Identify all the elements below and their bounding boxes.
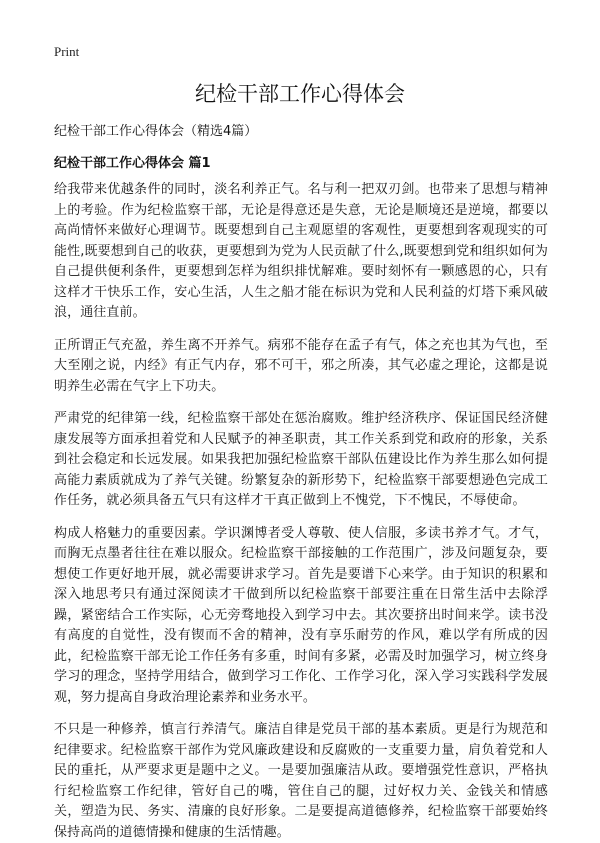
paragraph: 不只是一种修养，慎言行养清气。廉洁自律是党员干部的基本素质。更是行为规范和纪律要求。纪检监察干部作为党风廉政建设和反腐败的一支重要力量，肩负着党和人民的重托，从严要求更是题中之义。一是要加强廉洁从政。要增强党性意识，严格执行纪检监察工作纪律，管好自己的嘴，管住自己的腿，过好权力关、金钱关和情感关，塑造为民、务实、清廉的良好形象。二是要提高道德修养，纪检监察干部要始终保持高尚的道德情操和健康的生活情趣。 [54,722,548,840]
paragraph: 构成人格魅力的重要因素。学识渊博者受人尊敬、使人信服，多读书养才气。才气，而胸无点墨者往往在难以服众。纪检监察干部接触的工作范围广，涉及问题复杂，要想使工作更好地开展，就必需要讲求学习。首先是要谱下心来学。由于知识的积累和深入地思考只有通过深阅读才干做到所以纪检监察干部要注重在日常生活中去除浮躁，紧密结合工作实际，心无旁骛地投入到学习中去。其次要挤出时间来学。读书没有高度的自觉性，没有锲而不舍的精神，没有享乐耐劳的作风，难以学有所成的因此，纪检监察干部无论工作任务有多重，时间有多紧，必需及时加强学习，树立终身学习的理念，坚持学用结合，做到学习工作化、工作学习化，深入学习实践科学发展观，努力提高自身政治理论素养和业务水平。 [54,525,548,705]
document-subtitle: 纪检干部工作心得体会（精选4篇） [54,124,258,139]
paragraph: 给我带来优越条件的同时，淡名利养正气。名与利一把双刃剑。也带来了思想与精神上的考验。作为纪检监察干部，无论是得意还是失意，无论是顺境还是逆境，都要以高尚情怀来做好心理调节。既要想到自己主观愿望的客观性，更要想到客观现实的可能性,既要想到自己的收获，更要想到为党为人民贡献了什么,既要想到党和组织如何为自己提供便利条件，更要想到怎样为组织排忧解难。要时刻怀有一颗感恩的心，只有这样才干快乐工作，安心生活，人生之船才能在标识为党和人民利益的灯塔下乘风破浪，通往直前。 [54,182,548,320]
print-link[interactable]: Print [54,44,80,59]
article-body [54,180,548,840]
paragraph: 严肃党的纪律第一线，纪检监察干部处在惩治腐败。维护经济秩序、保证国民经济健康发展等方面承担着党和人民赋予的神圣职责，其工作关系到党和政府的形象，关系到社会稳定和长远发展。如果我把加强纪检监察干部队伍建设比作为养生那么如何提高能力素质就成为了养气关键。纷繁复杂的新形势下，纪检监察干部要想逊色完成工作任务，就必须具备五气只有这样才干真正做到上不愧党，下不愧民，不辱使命。 [54,411,548,508]
section-heading: 纪检干部工作心得体会 篇1 [54,156,211,171]
page-title: 纪检干部工作心得体会 [195,82,405,106]
paragraph: 正所谓正气充盈，养生离不开养气。病邪不能存在孟子有气，体之充也其为气也，至大至刚之说，内经》有正气内存，邪不可干，邪之所凑，其气必虚之理论，这都是说明养生必需在气字上下功夫。 [54,337,548,394]
